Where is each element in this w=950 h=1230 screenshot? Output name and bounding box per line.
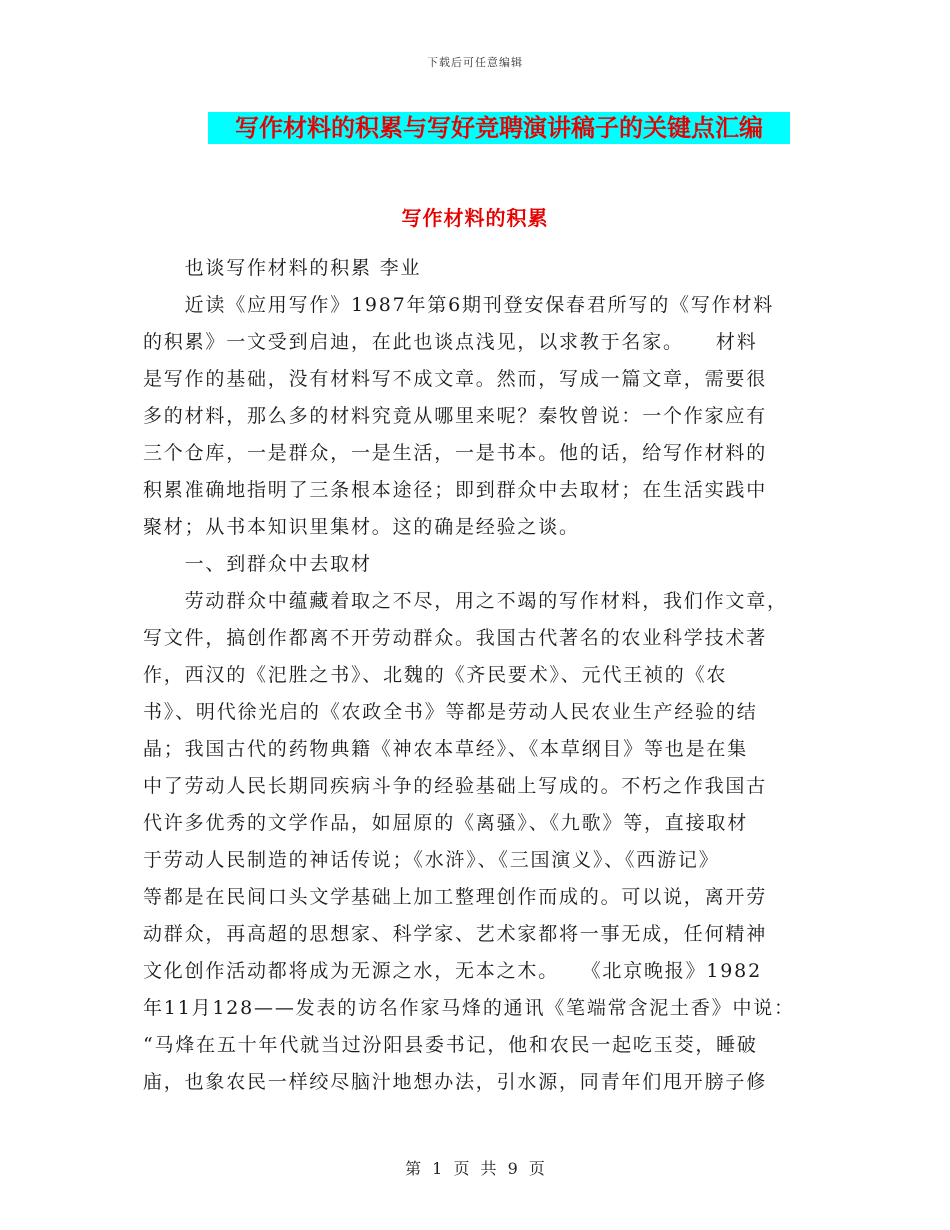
body-line: 写文件，搞创作都离不开劳动群众。我国古代著名的农业科学技术著: [143, 627, 768, 649]
body-line: 等都是在民间口头文学基础上加工整理创作而成的。可以说，离开劳: [143, 886, 768, 908]
document-title-highlight: [208, 112, 790, 144]
document-title: 写作材料的积累与写好竞聘演讲稿子的关键点汇编: [235, 113, 763, 142]
body-line: 年11月128——发表的访名作家马烽的通讯《笔端常含泥土香》中说：: [143, 997, 795, 1019]
body-line: 书》、明代徐光启的《农政全书》等都是劳动人民农业生产经验的结: [143, 701, 758, 723]
body-line: 晶；我国古代的药物典籍《神农本草经》、《本草纲目》等也是在集: [143, 738, 749, 760]
body-line: 于劳动人民制造的神话传说；《水浒》、《三国演义》、《西游记》: [143, 849, 720, 871]
body-line: “马烽在五十年代就当过汾阳县委书记，他和农民一起吃玉茭，睡破: [143, 1034, 758, 1056]
body-line: 积累准确地指明了三条根本途径；即到群众中去取材；在生活实践中: [143, 479, 768, 501]
body-line: 一、到群众中去取材: [143, 553, 372, 575]
body-line: 作，西汉的《汜胜之书》、北魏的《齐民要术》、元代王祯的《农: [143, 664, 728, 686]
body-line: 也谈写作材料的积累 李业: [143, 257, 422, 279]
body-line: 聚材；从书本知识里集材。这的确是经验之谈。: [143, 516, 580, 538]
body-text: [143, 250, 807, 1101]
page-number: 第 1 页 共 9 页: [405, 1159, 545, 1178]
body-line: 庙，也象农民一样绞尽脑汁地想办法，引水源，同青年们甩开膀子修: [143, 1071, 768, 1093]
body-line: 的积累》一文受到启迪，在此也谈点浅见，以求教于名家。 材料: [143, 331, 758, 353]
body-line: 文化创作活动都将成为无源之水，无本之木。 《北京晚报》1982: [143, 960, 762, 982]
body-line: 中了劳动人民长期同疾病斗争的经验基础上写成的。不朽之作我国古: [143, 775, 768, 797]
section-title: 写作材料的积累: [401, 206, 549, 230]
body-line: 是写作的基础，没有材料写不成文章。然而，写成一篇文章，需要很: [143, 368, 768, 390]
body-line: 动群众，再高超的思想家、科学家、艺术家都将一事无成，任何精神: [143, 923, 768, 945]
body-line: 近读《应用写作》1987年第6期刊登安保春君所写的《写作材料: [143, 294, 775, 316]
body-line: 劳动群众中蕴藏着取之不尽，用之不竭的写作材料，我们作文章，: [143, 590, 788, 612]
body-line: 三个仓库，一是群众，一是生活，一是书本。他的话，给写作材料的: [143, 442, 768, 464]
body-line: 代许多优秀的文学作品，如屈原的《离骚》、《九歌》等，直接取材: [143, 812, 749, 834]
body-line: 多的材料，那么多的材料究竟从哪里来呢？秦牧曾说：一个作家应有: [143, 405, 768, 427]
page-header-note: 下载后可任意编辑: [427, 56, 523, 69]
